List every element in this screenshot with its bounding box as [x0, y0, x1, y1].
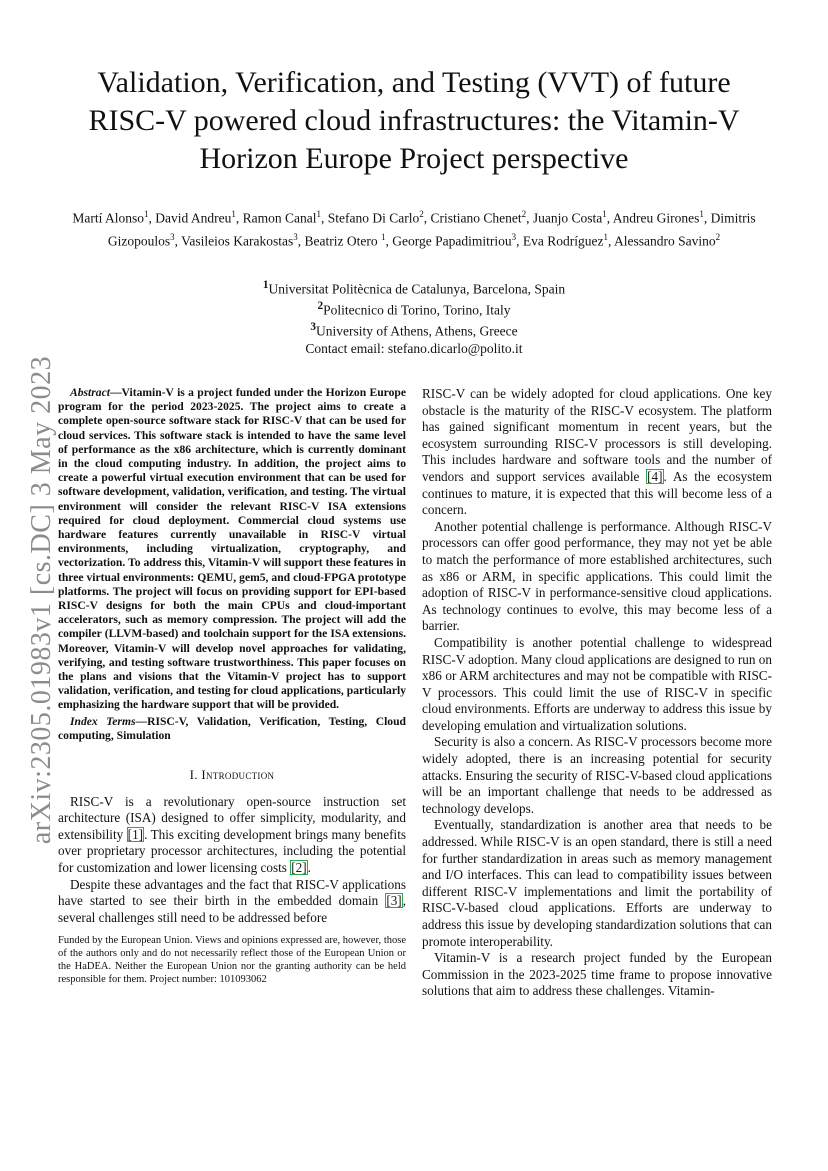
contact-email: Contact email: stefano.dicarlo@polito.it — [305, 341, 523, 356]
author-affiliation-mark: 2 — [419, 209, 424, 219]
author-name: Beatriz Otero — [304, 233, 381, 248]
author-name: Martí Alonso — [72, 210, 145, 226]
body-paragraph-3: Compatibility is another potential challenge to widespread RISC-V adoption. Many cloud applications are designed to run on x86 or ARM architectures and may not be compatible with RISC-V processors. This could limit the use of RISC-V in specific cloud environments. Efforts are underway to address this issue by developing emulation and virtualization solutions. — [422, 634, 772, 733]
affiliation-1: $^1$Universitat Politècnica de Catalunya, Barcelona, Spain — [262, 279, 566, 297]
author-affiliation-mark: 1 — [380, 231, 386, 242]
author-name: George Papadimitriou — [392, 233, 512, 248]
index-terms-label: Index Terms — [70, 714, 136, 728]
author-name: David Andreu — [155, 210, 232, 226]
index-terms: Index Terms—RISC-V, Validation, Verification, Testing, Cloud computing, Simulation — [58, 714, 406, 742]
author-affiliation-mark: 2 — [715, 231, 721, 242]
author-name: Juanjo Costa — [532, 210, 603, 226]
paper-title: Validation, Verification, and Testing (VVT) of future RISC-V powered cloud infrastructures: the Vitamin-V Horizon Europe Project perspective — [88, 66, 740, 175]
author-name: Stefano Di Carlo — [327, 210, 420, 226]
right-column — [422, 386, 772, 1000]
author-affiliation-mark: 1 — [316, 209, 321, 219]
author-name: Vasileios Karakostas — [181, 233, 294, 248]
author-name: Andreu Girones — [612, 210, 700, 226]
left-column — [58, 386, 406, 926]
affiliation-2: $^2$Politecnico di Torino, Torino, Italy — [317, 300, 511, 318]
citation-link[interactable]: [2] — [291, 860, 307, 876]
body-paragraph-4: Security is also a concern. As RISC-V processors become more widely adopted, there is an increasing potential for security attacks. Ensuring the security of RISC-V-based cloud applications will be an important challenge that needs to be addressed as technology develops. — [422, 734, 772, 816]
affiliations — [150, 277, 678, 358]
section-heading: I. Introduction — [189, 767, 275, 783]
author-name: Ramon Canal — [242, 210, 317, 226]
author-name: Dimitris Gizopoulos — [107, 210, 756, 248]
author-affiliation-mark: 3 — [293, 231, 298, 242]
author-affiliation-mark: 1 — [699, 209, 704, 219]
author-list: Martí Alonso$^1$, David Andreu$^1$, Ramon Canal$^1$, Stefano Di Carlo$^2$, Cristiano Chenet$^2$, Juanjo Costa$^1$, Andreu Girones$^1$, Dimitris Gizopoulos$^3$, Vasileios Karakostas$^3$, Beatriz Otero $^1$, George Papadimitriou$^3$, Eva Rodríguez$^1$, Alessandro Savino$^2$ — [72, 209, 756, 248]
citation-link[interactable]: [1] — [127, 826, 144, 842]
author-affiliation-mark: 2 — [521, 209, 527, 219]
author-affiliation-mark: 1 — [144, 209, 149, 219]
arxiv-identifier: arXiv:2305.01983v1 [cs.DC] 3 May 2023 — [26, 355, 57, 845]
author-affiliation-mark: 1 — [231, 209, 236, 219]
author-affiliation-mark: 3 — [511, 231, 517, 242]
body-paragraph-2: Another potential challenge is performance. Although RISC-V processors can offer good performance, they may not yet be able to match the performance of more established architectures, such as x86 or ARM, in specific applications. This could limit the adoption of RISC-V in performance-sensitive cloud applications. As technology continues to evolve, this may become less of a barrier. — [422, 518, 772, 634]
intro-paragraph-1: RISC-V is a revolutionary open-source instruction set architecture (ISA) designed to offer simplicity, modularity, and extensibility [1]. This exciting development brings many benefits over proprietary processor architectures, including the potential for customization and lower licensing costs [2]. — [58, 793, 406, 876]
body-paragraph-5: Eventually, standardization is another area that needs to be addressed. While RISC-V is an open standard, there is still a need for further standardization in areas such as memory management and I/O interfaces. This can lead to compatibility issues between different RISC-V implementations and limit the portability of RISC-V-based cloud applications. Efforts are underway to address this issue by developing standardization solutions that can promote interoperability. — [422, 817, 772, 949]
author-affiliation-mark: 1 — [602, 209, 607, 219]
abstract-label: Abstract — [70, 386, 110, 399]
citation-link[interactable]: [3] — [386, 893, 402, 909]
author-name: Alessandro Savino — [613, 233, 716, 248]
abstract: Abstract—Vitamin-V is a project funded under the Horizon Europe program for the period 2023-2025. The project aims to create a complete open-source software stack for RISC-V that can be used for cloud services. This software stack is intended to have the same level of performance as the x86 architecture, which is currently dominant in the cloud computing industry. In addition, the project aims to create a powerful virtual execution environment that can be used for software development, validation, verification, and testing. The virtual environment will consider the relevant RISC-V ISA extensions required for cloud deployment. Commercial cloud systems use hardware features currently unavailable in RISC-V virtual environments, including virtualization, cryptography, and vectorization. To address this, Vitamin-V will support these features in three virtual environments: QEMU, gem5, and cloud-FPGA prototype platforms. The project will focus on providing support for EPI-based RISC-V designs for both the main CPUs and cloud-important accelerators, such as memory compression. The project will add the compiler (LLVM-based) and toolchain support for the ISA extensions. Moreover, Vitamin-V will develop novel approaches for validating, verifying, and testing software trustworthiness. This paper focuses on the plans and visions that the Vitamin-V project has to support validation, verification, and testing for cloud applications, particularly emphasizing the hardware support that will be provided. — [58, 386, 406, 712]
author-name: Eva Rodríguez — [522, 233, 604, 248]
intro-paragraph-2: Despite these advantages and the fact that RISC-V applications have started to see their birth in the embedded domain [3], several challenges still need to be addressed before — [58, 876, 406, 925]
author-affiliation-mark: 1 — [603, 231, 608, 242]
citation-link[interactable]: [4] — [647, 468, 663, 484]
author-name: Cristiano Chenet — [430, 210, 522, 226]
funding-footnote: Funded by the European Union. Views and opinions expressed are, however, those of the authors only and do not necessarily reflect those of the European Union or the HaDEA. Neither the European Union nor the granting authority can be held responsible for them. Project number: 101093062 — [58, 935, 406, 985]
author-affiliation-mark: 3 — [170, 231, 175, 242]
affiliation-3: $^3$University of Athens, Athens, Greece — [310, 321, 518, 339]
body-paragraph-6: Vitamin-V is a research project funded by the European Commission in the 2023-2025 time frame to propose innovative solutions that aim to address these challenges. Vitamin- — [422, 950, 772, 999]
body-paragraph-1: RISC-V can be widely adopted for cloud applications. One key obstacle is the maturity of the RISC-V ecosystem. The platform has gained significant momentum in recent years, but the ecosystem surrounding RISC-V processors is still developing. This includes hardware and software tools and the number of vendors and support services available [4]. As the ecosystem continues to mature, it is expected that this will become less of a concern. — [422, 386, 772, 518]
